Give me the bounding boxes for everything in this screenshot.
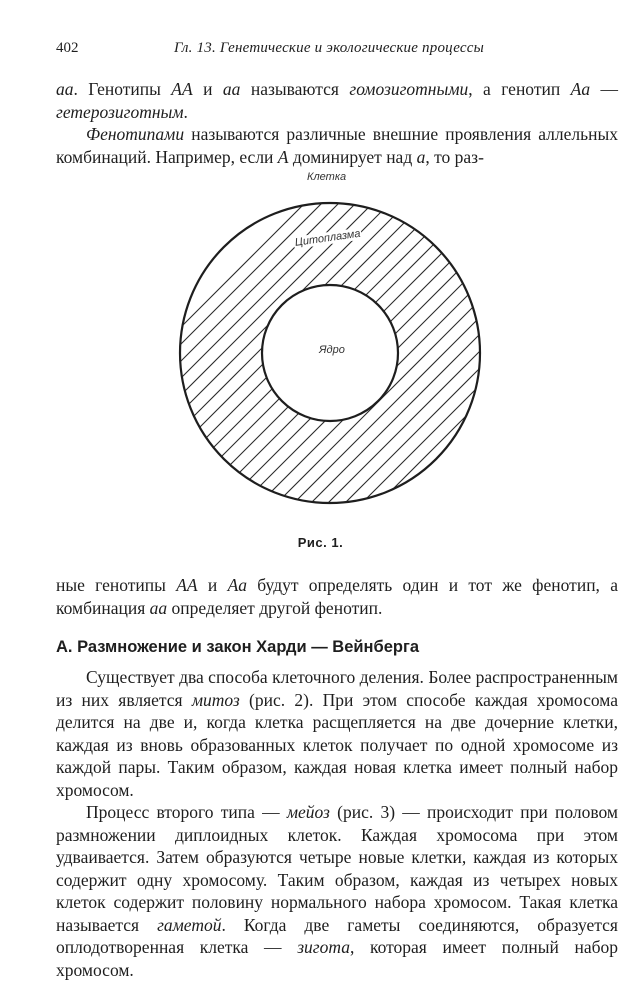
hatch-line <box>59 168 459 558</box>
hatch-line <box>365 168 641 558</box>
hatch-line <box>467 168 641 558</box>
section-title: А. Размножение и закон Харди — Вейнберга <box>56 638 419 656</box>
cell-diagram-svg <box>0 168 641 558</box>
hatch-line <box>586 168 641 558</box>
hatch-line <box>416 168 641 558</box>
body-paragraph-1: Существует два способа клеточного деления. Более распространенным из них является митоз (рис. 2). При этом способе каждая хромосома делится на две и, когда клетка расщепляется на две дочерние клетки, каждая из вновь образованных клеток получает по одной хромосоме из каждой пары. Таким образом, каждая новая клетка имеет полный набор хромосом. <box>56 667 618 800</box>
hatch-line <box>399 168 641 558</box>
after-figure-text <box>56 574 618 619</box>
hatch-line <box>535 168 641 558</box>
hatch-line <box>620 168 641 558</box>
hatch-line <box>501 168 641 558</box>
hatch-line <box>569 168 641 558</box>
hatch-line <box>484 168 641 558</box>
page-number: 402 <box>56 40 79 56</box>
figure-caption: Рис. 1. <box>297 535 344 550</box>
cell-diagram <box>0 168 641 558</box>
intro-text <box>56 78 618 168</box>
label-cytoplasm: Цитоплазма <box>294 227 362 249</box>
label-nucleus: Ядро <box>319 344 345 356</box>
body-paragraph-2: Процесс второго типа — мейоз (рис. 3) — происходит при половом размножении диплоидных клеток. Каждая хромосома при этом удваивается. Затем образуются четыре новые клетки, каждая из которых содержит одну хромосому. Таким образом, каждая из четырех новых клеток содержит половину нормального набора хромосом. Такая клетка называется гаметой. Когда две гаметы соединяются, образуется оплодотворенная клетка — зигота, которая имеет полный набор хромосом. <box>56 802 618 980</box>
hatch-line <box>603 168 641 558</box>
body-text <box>56 666 618 981</box>
hatch-line <box>552 168 641 558</box>
running-title: Гл. 13. Генетические и экологические процессы <box>174 40 484 56</box>
after-figure-paragraph: ные генотипы AA и Aa будут определять один и тот же фенотип, а комбинация aa определяет другой фенотип. <box>56 575 618 618</box>
hatch-line <box>518 168 641 558</box>
hatch-line <box>433 168 641 558</box>
label-cell: Клетка <box>307 171 347 183</box>
intro-paragraph-1: aa. Генотипы AA и aa называются гомозиготными, а генотип Aa — гетерозиготным. <box>56 79 619 122</box>
intro-paragraph-2: Фенотипами называются различные внешние проявления аллельных комбинаций. Например, если A доминирует над a, то раз- <box>56 124 618 167</box>
hatch-line <box>382 168 641 558</box>
hatch-line <box>637 168 641 558</box>
